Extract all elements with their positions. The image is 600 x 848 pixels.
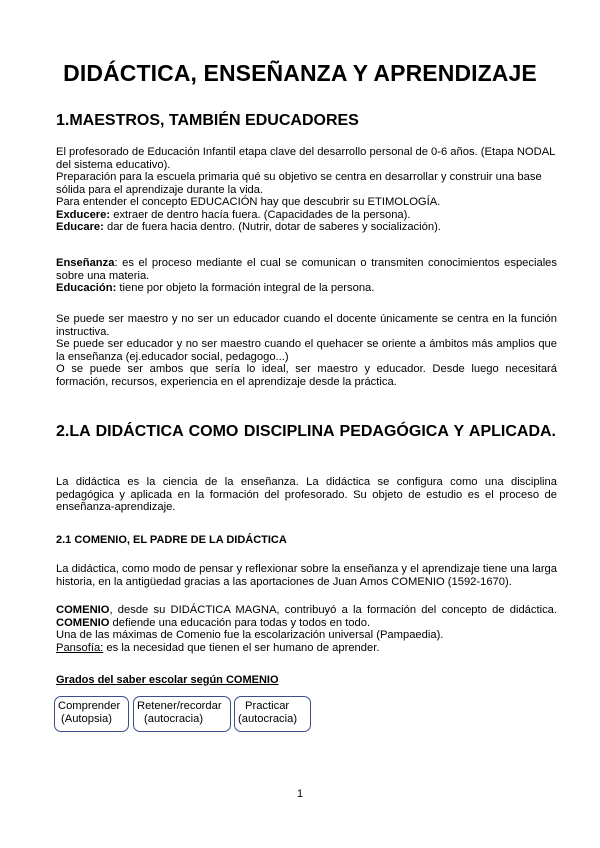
educare-term: Educare:: [56, 221, 104, 233]
section-1-paragraph-1: [56, 146, 557, 234]
section-2-1-heading: 2.1 COMENIO, EL PADRE DE LA DIDÁCTICA: [56, 534, 287, 546]
grado-label: Comprender: [58, 700, 121, 712]
comenio-paragraph-1: La didáctica, como modo de pensar y reflexionar sobre la enseñanza y el aprendizaje tiene una larga historia, en la antigüedad gracias a las aportaciones de Juan Amos COMENIO (1592-1670).: [56, 563, 557, 588]
grado-sublabel: (autocracia): [238, 713, 298, 725]
preparacion-text: Preparación para la escuela primaria qué su objetivo se centra en desarrollar y construir una base sólida para el aprendizaje durante la vida.: [56, 171, 542, 196]
exducere-term: Exducere:: [56, 208, 111, 221]
grado-label: Practicar: [245, 700, 290, 712]
comenio-name: COMENIO: [56, 616, 110, 629]
grado-box-comprender: [54, 696, 129, 732]
educacion-para-todos-text: defiende una educación para todas y todos en todo.: [109, 616, 371, 629]
grado-box-retener: [133, 696, 231, 732]
document-title: DIDÁCTICA, ENSEÑANZA Y APRENDIZAJE: [63, 60, 537, 86]
pansofia-term: Pansofía:: [56, 641, 104, 654]
didactica-magna-text: , desde su DIDÁCTICA MAGNA, contribuyó a la formación del concepto de didáctica.: [109, 604, 557, 616]
maximas-text: Una de las máximas de Comenio fue la escolarización universal (Pampaedia).: [56, 629, 444, 641]
comenio-name: COMENIO: [56, 604, 110, 616]
ensenanza-term: Enseñanza: [56, 257, 115, 269]
educador-text: Se puede ser educador y no ser maestro cuando el quehacer se oriente a ámbitos más amplios que la enseñanza (ej.educador social, pedagogo...): [56, 338, 557, 363]
grado-label: Retener/recordar: [137, 700, 222, 712]
section-2-heading: 2.LA DIDÁCTICA COMO DISCIPLINA PEDAGÓGICA Y APLICADA.: [56, 423, 556, 440]
section-1-heading: 1.MAESTROS, TAMBIÉN EDUCADORES: [56, 112, 359, 129]
grado-sublabel: (autocracia): [144, 713, 204, 725]
ambos-text: O se puede ser ambos que sería lo ideal, ser maestro y educador. Desde luego necesitará formación, recursos, experiencia en el aprendizaje desde la práctica.: [56, 363, 557, 388]
etimologia-text: Para entender el concepto EDUCACIÓN hay que descubrir su ETIMOLOGÍA.: [56, 196, 441, 208]
section-2-paragraph: La didáctica es la ciencia de la enseñanza. La didáctica se configura como una disciplina pedagógica y aplicada en la formación del profesorado. Su objeto de estudio es el proceso de enseñanza-aprendizaje.: [56, 476, 557, 513]
grado-box-practicar: [234, 696, 311, 732]
exducere-definition: extraer de dentro hacía fuera. (Capacidades de la persona).: [110, 208, 411, 221]
comenio-paragraph-2: [56, 604, 557, 654]
educare-definition: dar de fuera hacia dentro. (Nutrir, dotar de saberes y socialización).: [103, 221, 441, 233]
pansofia-definition: es la necesidad que tienen el ser humano de aprender.: [103, 641, 380, 654]
infantil-text: El profesorado de Educación Infantil etapa clave del desarrollo personal de 0-6 años. (Etapa NODAL del sistema educativo).: [56, 146, 555, 171]
educacion-definition: tiene por objeto la formación integral de la persona.: [116, 282, 375, 294]
maestro-text: Se puede ser maestro y no ser un educador cuando el docente únicamente se centra en la función instructiva.: [56, 313, 557, 338]
grados-heading: Grados del saber escolar según COMENIO: [56, 674, 279, 686]
page-number: 1: [296, 788, 304, 800]
educacion-term: Educación:: [56, 282, 117, 294]
section-1-paragraph-3: [56, 313, 557, 388]
section-1-paragraph-2: [56, 257, 557, 295]
ensenanza-definition: : es el proceso mediante el cual se comunican o transmiten conocimientos especiales sobre una materia.: [56, 257, 557, 282]
grado-sublabel: (Autopsia): [61, 713, 112, 725]
